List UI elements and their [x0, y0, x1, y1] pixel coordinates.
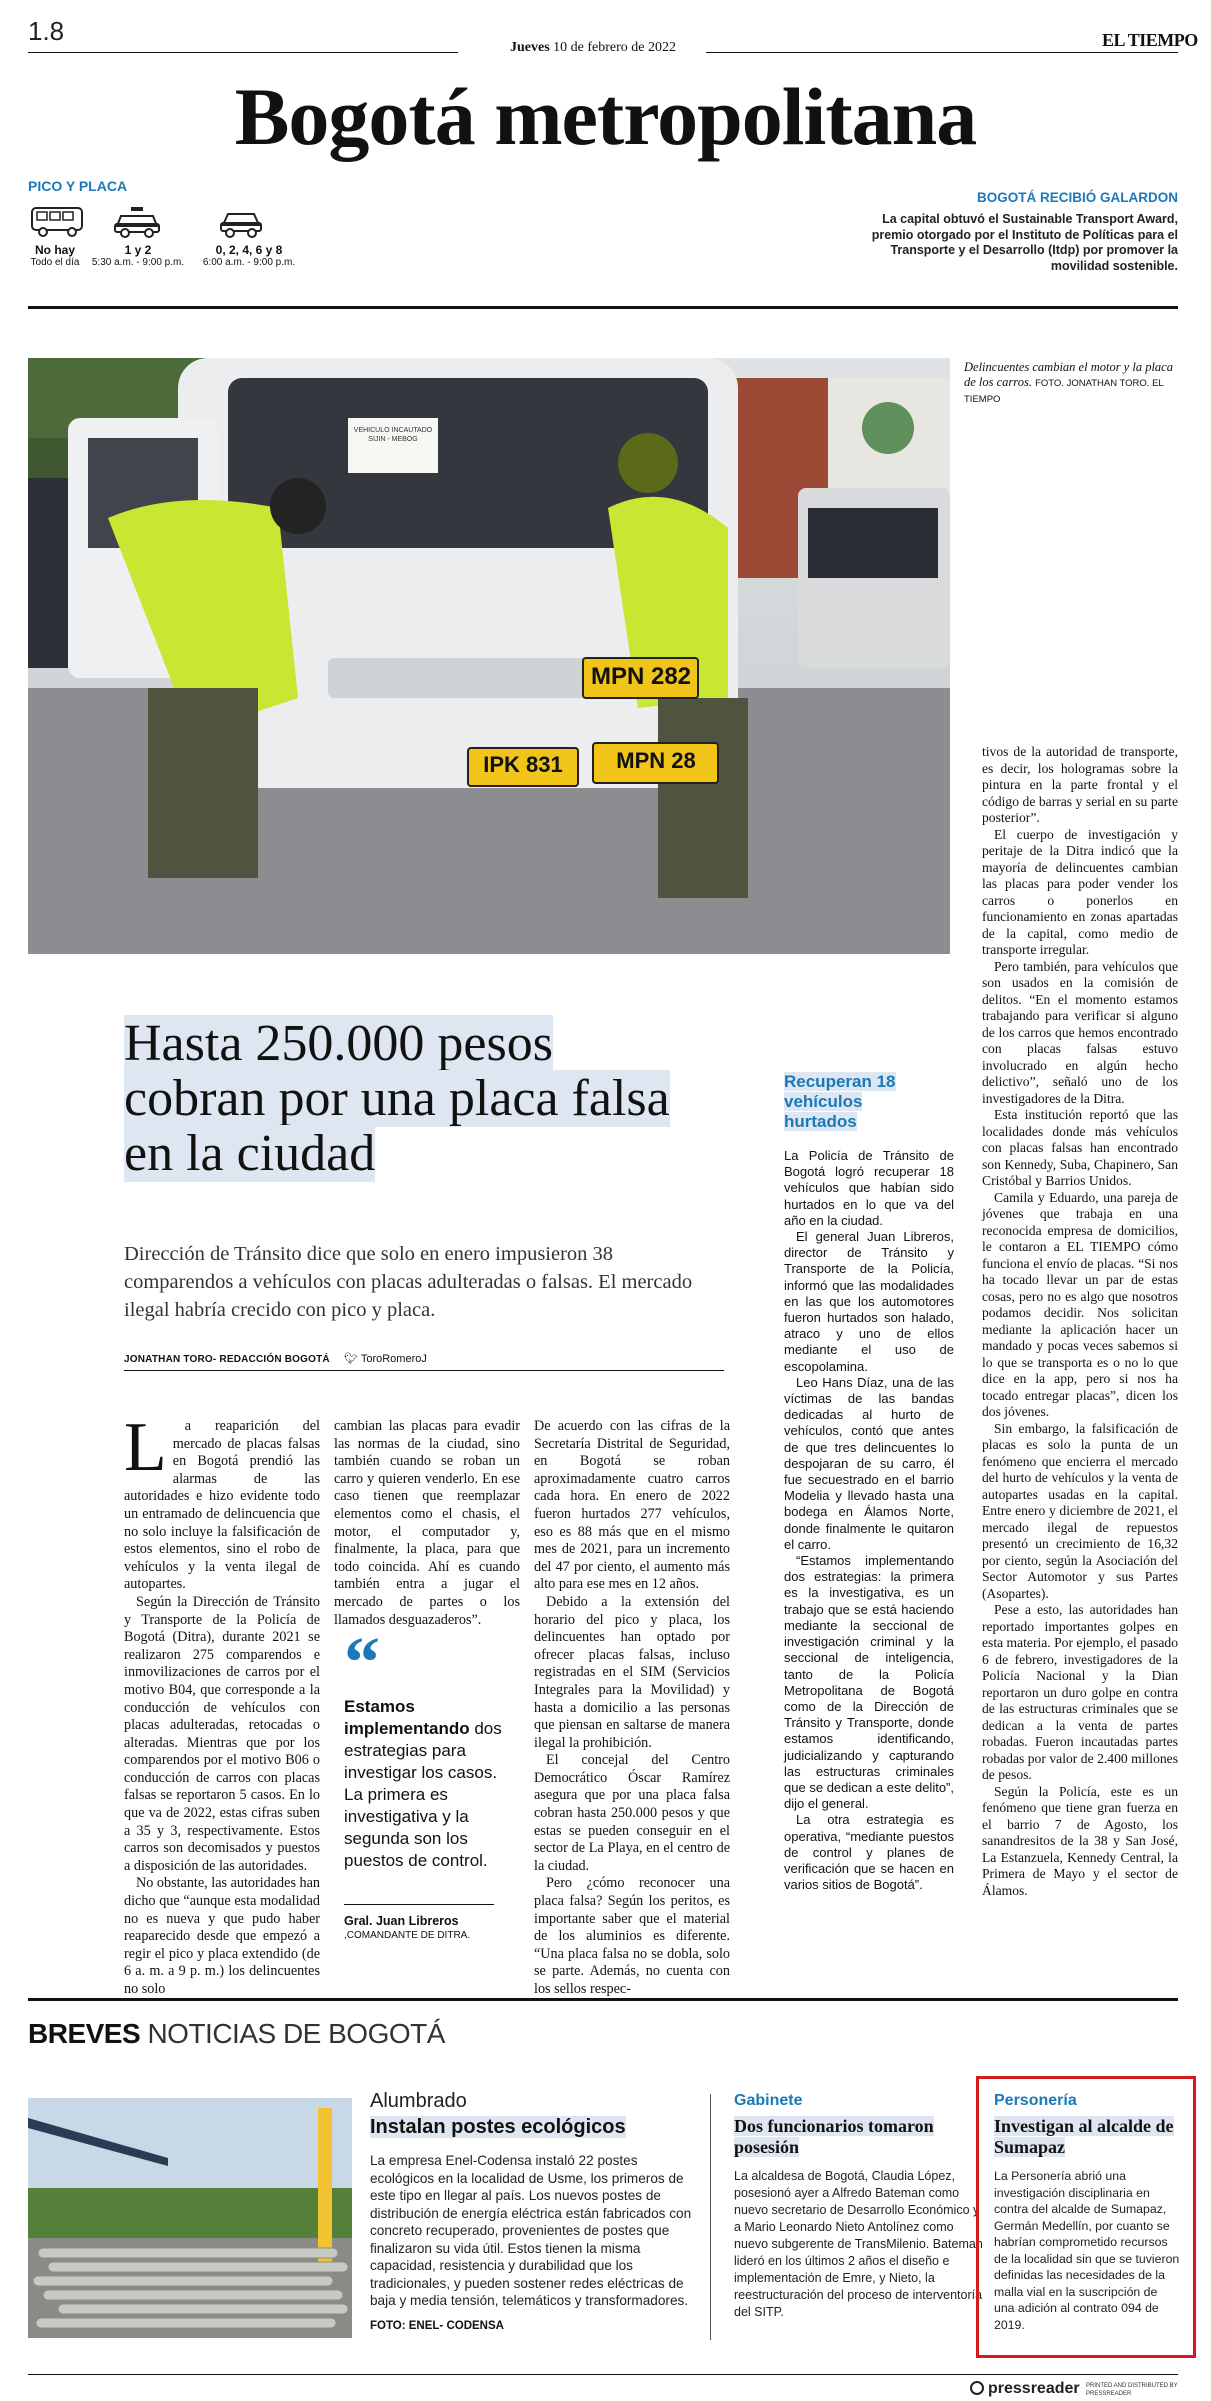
- pico-placa-title: No hay: [34, 243, 75, 257]
- pico-placa-item-2: [196, 243, 302, 268]
- article-paragraph: cambian las placas para evadir las normas de la ciudad, sino también cuando se roban un carro y quieren venderlo. En ese caso tienen que reemplazar elementos como el chasis, el motor, el computador y, finalmente, la placa, para que todo coincida. Ahí es cuando también entra a jugar el mercado de partes o los llamados desguazaderos”.: [334, 1418, 520, 1628]
- article-paragraph: De acuerdo con las cifras de la Secretaría Distrital de Seguridad, en Bogotá se roban aproximadamente cuatro carros cada hora. En enero de 2022 fueron hurtados 277 vehículos, eso es 88 más que en el mismo mes de 2021, para un incremento del 47 por ciento, el aumento más alto para ese mes en 12 años.: [534, 1418, 730, 1593]
- article-paragraph: Esta institución reportó que las localidades donde más vehículos con placas falsas han encontrado son Kennedy, Suba, Chapinero, San Cristóbal y Barrios Unidos.: [982, 1107, 1178, 1188]
- pico-placa-item-0: [28, 243, 82, 268]
- photo-sign: VEHICULO INCAUTADO SIJIN - MEBOG: [353, 427, 433, 443]
- brand-logo: EL TIEMPO: [1102, 30, 1198, 50]
- brief-separator: [710, 2094, 711, 2340]
- brief-3-title-text: Investigan al alcalde de Sumapaz: [994, 2116, 1174, 2157]
- header-rule-left: [28, 52, 458, 53]
- article-column-3: [534, 1418, 730, 1999]
- article-paragraph: Sin embargo, la falsificación de placas es solo la punta de un fenómeno que encierra el mercado del hurto de vehículos y la venta de autopartes usadas en la capital. Entre enero y diciembre de 2021, el mercado ilegal de repuestos presentó un crecimiento de 16,32 por ciento, según la Asociación del Sector Automotor y sus Partes (Asopartes).: [982, 1420, 1178, 1601]
- brief-2-text: La alcaldesa de Bogotá, Claudia López, posesionó ayer a Alfredo Bateman como nuevo secretario de Desarrollo Económico y a Mario Leonardo Nieto Antolínez como nuevo subgerente de TransMilenio. Bateman lideró en los últimos 2 años el diseño e implementación de Emre, y Nieto, la reestructuración del proceso de interventoría del SITP.: [734, 2169, 983, 2319]
- brief-1-kicker: Alumbrado: [370, 2090, 467, 2112]
- footer-brand-text: pressreader: [988, 2380, 1080, 2397]
- article-paragraph: Según la Policía, este es un fenómeno que tiene gran fuerza en el barrio 7 de Agosto, los sanandresitos de la 38 y San José, La Estanzuela, Kennedy Central, la Primera de Mayo y el sector de Álamos.: [982, 1783, 1178, 1898]
- brief-3-title: [994, 2116, 1180, 2158]
- quote-rest: dos estrategias para investigar los casos. La primera es investigativa y la segunda son los puestos de control.: [344, 1719, 502, 1870]
- award-text: La capital obtuvó el Sustainable Transport Award, premio otorgado por el Instituto de Políticas para el Transporte y el Desarrollo (Itdp) por promover la movilidad sostenible.: [871, 212, 1178, 273]
- photo-caption: [964, 360, 1178, 407]
- article-headline: [124, 1016, 700, 1181]
- article-paragraph: Según la Dirección de Tránsito y Transporte de la Policía de Bogotá (Ditra), durante 2021 se realizaron 275 comparendos e inmovilizaciones de carros por el motivo B04, que corresponde a la conducción de vehículos con placas adulteradas, retocadas o alteradas. Mientras que por los comparendos por el motivo B06 o conducción de carros con placas falsas se reportaron 5 casos. En lo que va de 2022, estas cifras suben a 35 y 3, respectivamente. Estos carros son decomisados y puestos a disposición de las autoridades.: [124, 1593, 320, 1874]
- article-paragraph: Camila y Eduardo, una pareja de jóvenes que trabaja en una reconocida empresa de domicilios, le contaron a EL TIEMPO cómo funciona el envío de placas. “Si nos ha tocado llevar un par de estas cosas, pero no es algo que nosotros podamos decidir. Nos solicitan mediante la aplicación hacer un mandado y pocas veces sabemos si lo que se transporta es o no lo que dice en la app, pero si nos ha tocado entregar placas”, dicen los dos jóvenes.: [982, 1189, 1178, 1419]
- article-paragraph: La Policía de Tránsito de Bogotá logró recuperar 18 vehículos que habían sido hurtados en lo que va del año en la ciudad.: [784, 1148, 954, 1228]
- dropcap: L: [124, 1409, 167, 1486]
- pico-placa-title: 0, 2, 4, 6 y 8: [215, 243, 283, 257]
- article-column-1: [124, 1409, 320, 1999]
- article-column-5: [982, 744, 1178, 1899]
- pico-placa-sub: 5:30 a.m. - 9:00 p.m.: [91, 257, 185, 268]
- quote-rule: [344, 1904, 494, 1905]
- article-column-4: [784, 1148, 954, 1893]
- breves-title: [28, 2018, 445, 2050]
- sidebar-title: [784, 1072, 934, 1132]
- twitter-text: ToroRomeroJ: [360, 1353, 427, 1365]
- bus-icon: [28, 204, 88, 238]
- pull-quote: [344, 1622, 520, 1941]
- brief-2-title: [734, 2116, 934, 2158]
- article-paragraph: Pero también, para vehículos que son usados en la comisión de delitos. “En el momento estamos trabajando para verificar si alguno de los carros que hemos encontrado con placas falsas estuvo involucrado en algún hecho delictivo”, señaló uno de los investigadores de la Ditra.: [982, 958, 1178, 1106]
- article-paragraph: tivos de la autoridad de transporte, es decir, los hologramas sobre la pintura en la parte frontal y el código de barras y serial en su parte posterior”.: [982, 744, 1178, 825]
- byline-rule: [124, 1370, 724, 1371]
- section-title: Bogotá metropolitana: [234, 71, 977, 162]
- article-paragraph: Leo Hans Díaz, una de las víctimas de las bandas dedicadas al hurto de vehículos, contó que antes de que tres delincuentes lo despojaran de su carro, él fue secuestrado en el barrio Modelia y llevado hasta una bodega en Álamos Norte, donde finalmente le quitaron el carro.: [784, 1374, 954, 1552]
- pico-placa-title: 1 y 2: [124, 243, 152, 257]
- car-icon: [218, 206, 264, 238]
- article-paragraph: El concejal del Centro Democrático Óscar Ramírez asegura que por una placa falsa cobran hasta 250.000 pesos y que estas se pueden conseguir en el sector de La Playa, en el centro de la ciudad.: [534, 1752, 730, 1874]
- header-divider: [28, 306, 1178, 309]
- breves-photo: [28, 2098, 352, 2338]
- photo-caption-text: Delincuentes cambian el motor y la placa de los carros.: [964, 360, 1173, 389]
- pico-placa-item-1: [88, 243, 188, 268]
- main-photo: [28, 358, 950, 954]
- footer-small: PRINTED AND DISTRIBUTED BY PRESSREADER: [1086, 2383, 1178, 2397]
- article-paragraph: Pero ¿cómo reconocer una placa falsa? Según los peritos, es importante saber que el material de los aluminios es diferente. “Una placa falsa no se dobla, solo se parte. Además, no cuenta con los sellos respec-: [534, 1875, 730, 1997]
- article-paragraph: La otra estrategia es operativa, “mediante puestos de control y planes de verificación que se hacen en varios sitios de Bogotá”.: [784, 1812, 954, 1893]
- article-paragraph: a reaparición del mercado de placas falsas en Bogotá prendió las alarmas de las autoridades e hizo evidente todo un entramado de delincuencia que no solo incluye la falsificación de estos elementos, sino el robo de vehículos y la venta ilegal de autopartes.: [124, 1418, 320, 1593]
- brief-1-credit: FOTO: ENEL- CODENSA: [370, 2320, 504, 2332]
- breves-title-rest: NOTICIAS DE BOGOTÁ: [147, 2018, 445, 2049]
- article-paragraph: Pese a esto, las autoridades han reportado importantes golpes en esta materia. Por ejemplo, el pasado 6 de febrero, investigadores de la Policía Nacional y la Dian reportaron un duro golpe en contra de las estructuras criminales que se dedican a la venta de partes robadas. Fueron incautadas partes robadas por valor de 2.400 millones de pesos.: [982, 1602, 1178, 1782]
- plate-mpn-282: MPN 282: [590, 663, 692, 690]
- pressreader-icon: [970, 2381, 984, 2395]
- article-paragraph: Debido a la extensión del horario del pico y placa, los delincuentes han optado por ofrecer placas falsas, incluso registradas en el SIM (Servicios Integrales para la Movilidad) y hasta a domicilio a las personas que piensan en saltarse de manera ilegal la prohibición.: [534, 1593, 730, 1751]
- brief-2-kicker: Gabinete: [734, 2092, 803, 2109]
- date-rest: 10 de febrero de 2022: [549, 40, 677, 55]
- edition-date: [510, 40, 676, 56]
- quote-strong: Estamos implementando: [344, 1697, 470, 1738]
- photo-credit: FOTO. JONATHAN TORO. EL TIEMPO: [964, 378, 1164, 405]
- footer-rule: [28, 2374, 1178, 2375]
- article-byline: JONATHAN TORO- REDACCIÓN BOGOTÁ: [124, 1354, 330, 1365]
- article-column-2: [334, 1418, 520, 1629]
- brief-1-title: [370, 2116, 626, 2139]
- article-paragraph: “Estamos implementando dos estrategias: la primera es la investigativa, es un trabajo que se está haciendo mediante la seccional de investigación criminal y la seccional de inteligencia, tanto de la Policía Metropolitana de Bogotá como de la Dirección de Tránsito y Transporte, donde estamos identificando, judicializando y capturando las estructuras criminales que se dedican a este delito”, dijo el general.: [784, 1553, 954, 1812]
- article-lead: Dirección de Tránsito dice que solo en enero impusieron 38 comparendos a vehículos con placas adulteradas o falsas. El mercado ilegal habría crecido con pico y placa.: [124, 1243, 693, 1321]
- taxi-icon: [112, 204, 162, 238]
- date-day: Jueves: [510, 40, 550, 55]
- brief-1-text: La empresa Enel-Codensa instaló 22 postes ecológicos en la localidad de Usme, los primeros de este tipo en llegar al país. Los nuevos postes de distribución de energía eléctrica están fabricados con concreto recuperado, provenientes de postes que finalizaron su vida útil. Estos tienen la misma capacidad, resistencia y durabilidad que los tradicionales, y pueden sostener redes eléctricas de baja y media tensión, telemáticos y transformadores.: [370, 2153, 692, 2308]
- page-number: 1.8: [28, 16, 65, 46]
- award-title: BOGOTÁ RECIBIÓ GALARDON: [977, 190, 1178, 205]
- header-rule-right: [706, 52, 1178, 53]
- plate-ipk-831: IPK 831: [483, 752, 563, 777]
- twitter-icon: 🐦︎: [344, 1353, 358, 1365]
- plate-mpn-28: MPN 28: [616, 748, 696, 773]
- quote-author: Gral. Juan Libreros: [344, 1914, 459, 1928]
- brief-3-kicker: Personería: [994, 2092, 1077, 2109]
- article-paragraph: El general Juan Libreros, director de Tránsito y Transporte de la Policía, informó que las modalidades en las que los automotores fueron hurtados son halado, atraco y uno de ellos mediante el uso de escopolamina.: [784, 1229, 954, 1374]
- brief-1-title-text: Instalan postes ecológicos: [370, 2116, 626, 2138]
- footer-brand: [970, 2380, 1080, 2398]
- quote-text: [344, 1696, 520, 1872]
- pico-placa-sub: Todo el día: [30, 257, 80, 268]
- quote-role: ,COMANDANTE DE DITRA.: [344, 1930, 471, 1941]
- sidebar-title-text: Recuperan 18 vehículos hurtados: [784, 1072, 896, 1131]
- headline-text: Hasta 250.000 pesos cobran por una placa falsa en la ciudad: [124, 1015, 670, 1182]
- pico-placa-label: PICO Y PLACA: [28, 178, 128, 194]
- brief-3-text: La Personería abrió una investigación disciplinaria en contra del alcalde de Sumapaz, Germán Medellín, por cuanto se habrían comprometido recursos de la localidad sin que se tuvieron definidas las necesidades de la malla vial en la suscripción de una adición al contrato 094 de 2019.: [994, 2169, 1180, 2332]
- quote-icon: “: [344, 1622, 380, 1702]
- breves-divider: [28, 1998, 1178, 2001]
- breves-title-bold: BREVES: [28, 2018, 141, 2049]
- pico-placa-sub: 6:00 a.m. - 9:00 p.m.: [202, 257, 296, 268]
- brief-2-title-text: Dos funcionarios tomaron posesión: [734, 2116, 934, 2157]
- article-paragraph: No obstante, las autoridades han dicho que “aunque esta modalidad no es nueva y que pudo haber reaparecido desde que empezó a regir el pico y placa extendido (de 6 a. m. a 9 p. m.) los delincuentes no solo: [124, 1875, 320, 1997]
- twitter-handle: [344, 1352, 427, 1365]
- article-paragraph: El cuerpo de investigación y peritaje de la Ditra indicó que la mayoría de delincuentes cambian las placas para poder vender los carros o ponerlos en funcionamiento en zonas apartadas de la capital, como medio de transporte irregular.: [982, 826, 1178, 957]
